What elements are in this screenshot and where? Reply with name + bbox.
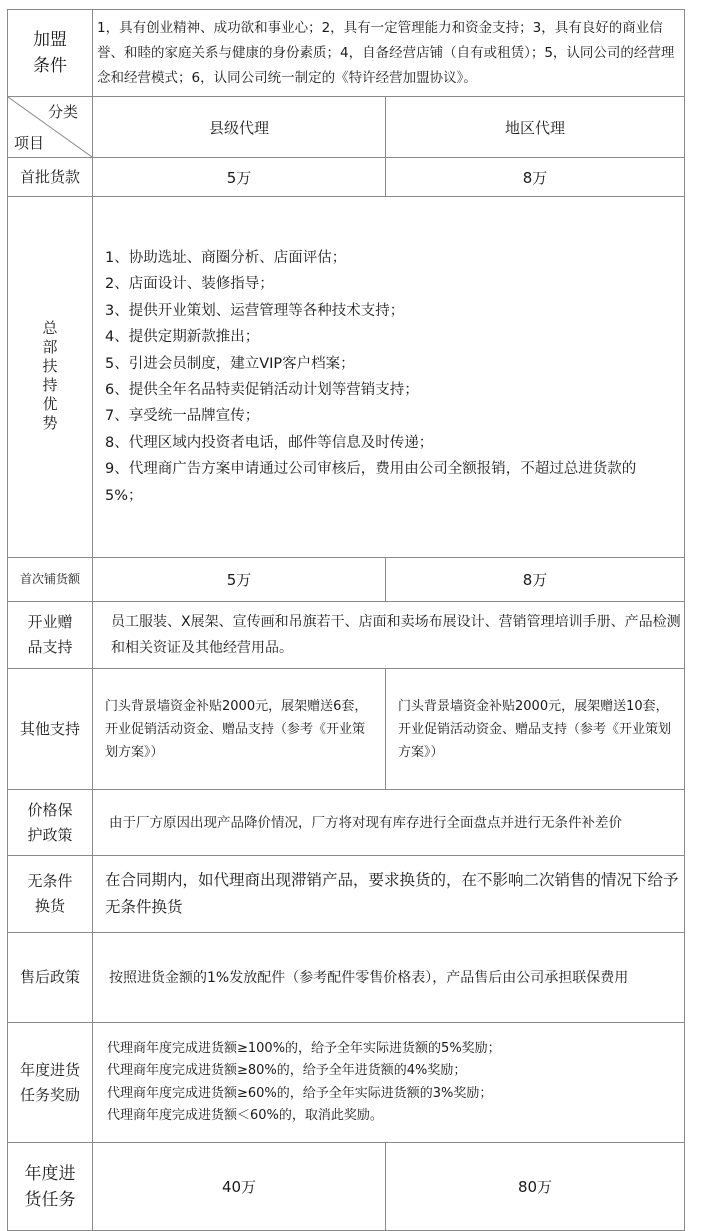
- list-item: 9、代理商广告方案申请通过公司审核后，费用由公司全额报销，不超过总进货款的5%；: [105, 461, 637, 504]
- first-stock-region: 8万: [386, 558, 685, 602]
- price-protection-label: 价格保护政策: [27, 800, 73, 844]
- support-row: [8, 197, 685, 558]
- list-item: 2、店面设计、装修指导；: [105, 276, 274, 293]
- annual-task-region: 80万: [386, 1143, 685, 1231]
- opening-gifts-label-cell: [8, 602, 93, 669]
- first-stock-label: 首次铺货额: [8, 558, 93, 602]
- annual-task-county: 40万: [93, 1143, 386, 1231]
- list-item: 代理商年度完成进货额＜60%的，取消此奖励。: [107, 1108, 383, 1123]
- after-sales-row: [8, 933, 685, 1023]
- first-stock-row: [8, 558, 685, 602]
- list-item: 1、协助选址、商圈分析、店面评估；: [105, 249, 347, 266]
- exchange-text: 在合同期内，如代理商出现滞销产品，要求换货的，在不影响二次销售的情况下给予无条件换货: [93, 856, 685, 933]
- conditions-label-cell: [8, 10, 93, 97]
- list-item: 4、提供定期新款推出；: [105, 329, 260, 346]
- header-county-agent: 县级代理: [93, 97, 386, 158]
- annual-reward-label: 年度进货任务奖励: [19, 1060, 80, 1104]
- first-payment-county: 5万: [93, 158, 386, 197]
- list-item: 7、享受统一品牌宣传；: [105, 408, 260, 425]
- other-support-label: 其他支持: [8, 669, 93, 790]
- opening-gifts-row: [8, 602, 685, 669]
- header-category: 分类: [47, 103, 78, 121]
- support-content: [93, 197, 685, 558]
- list-item: 代理商年度完成进货额≥100%的，给予全年实际进货额的5%奖励；: [107, 1040, 501, 1056]
- conditions-text: 1，具有创业精神、成功欲和事业心；2，具有一定管理能力和资金支持；3，具有良好的商业信誉、和睦的家庭关系与健康的身份素质；4，自备经营店铺（自有或租赁）；5，认同公司的经营理念和经营模式；6，认同公司统一制定的《特许经营加盟协议》。: [93, 10, 685, 97]
- opening-gifts-label: 开业赠品支持: [27, 613, 73, 656]
- support-label-cell: [8, 197, 93, 558]
- annual-reward-row: [8, 1023, 685, 1143]
- list-item: 5、引进会员制度，建立VIP客户档案；: [105, 355, 355, 372]
- list-item: 代理商年度完成进货额≥60%的，给予全年实际进货额的3%奖励；: [107, 1085, 493, 1101]
- list-item: 6、提供全年名品特卖促销活动计划等营销支持；: [105, 382, 419, 398]
- annual-task-row: [8, 1143, 685, 1231]
- annual-task-label: 年度进货任务: [24, 1163, 76, 1210]
- header-diagonal-cell: [8, 97, 93, 158]
- header-item: 项目: [14, 134, 45, 152]
- first-payment-row: [8, 158, 685, 197]
- other-support-county: 门头背景墙资金补贴2000元，展架赠送6套，开业促销活动资金、赠品支持（参考《开业策划方案》）: [93, 669, 386, 790]
- list-item: 3、提供开业策划、运营管理等各种技术支持；: [105, 302, 405, 319]
- exchange-label-cell: [8, 856, 93, 933]
- first-stock-county: 5万: [93, 558, 386, 602]
- annual-reward-list: [93, 1038, 684, 1128]
- price-protection-text: 由于厂方原因出现产品降价情况，厂方将对现有库存进行全面盘点并进行无条件补差价: [93, 790, 685, 856]
- price-protection-label-cell: [8, 790, 93, 856]
- annual-task-label-cell: [8, 1143, 93, 1231]
- annual-reward-content: [93, 1023, 685, 1143]
- exchange-label: 无条件换货: [27, 872, 73, 915]
- header-row: [8, 97, 685, 158]
- first-payment-region: 8万: [386, 158, 685, 197]
- first-payment-label: 首批货款: [8, 158, 93, 197]
- support-label: 总部扶持优势: [42, 318, 58, 432]
- other-support-region: 门头背景墙资金补贴2000元，展架赠送10套，开业促销活动资金、赠品支持（参考《开业策划方案》）: [386, 669, 685, 790]
- conditions-row: [8, 10, 685, 97]
- franchise-policy-table: [7, 9, 685, 1231]
- exchange-row: [8, 856, 685, 933]
- opening-gifts-text: 员工服装、X展架、宣传画和吊旗若干、店面和卖场布展设计、营销管理培训手册、产品检测和相关资证及其他经营用品。: [93, 602, 685, 669]
- after-sales-label: 售后政策: [8, 933, 93, 1023]
- conditions-label: 加盟条件: [33, 30, 67, 76]
- header-region-agent: 地区代理: [386, 97, 685, 158]
- price-protection-row: [8, 790, 685, 856]
- list-item: 代理商年度完成进货额≥80%的，给予全年进货额的4%奖励；: [107, 1063, 467, 1078]
- list-item: 8、代理区域内投资者电话，邮件等信息及时传递；: [105, 434, 434, 451]
- other-support-row: [8, 669, 685, 790]
- support-list: [93, 245, 684, 509]
- annual-reward-label-cell: [8, 1023, 93, 1143]
- after-sales-text: 按照进货金额的1%发放配件（参考配件零售价格表），产品售后由公司承担联保费用: [93, 933, 685, 1023]
